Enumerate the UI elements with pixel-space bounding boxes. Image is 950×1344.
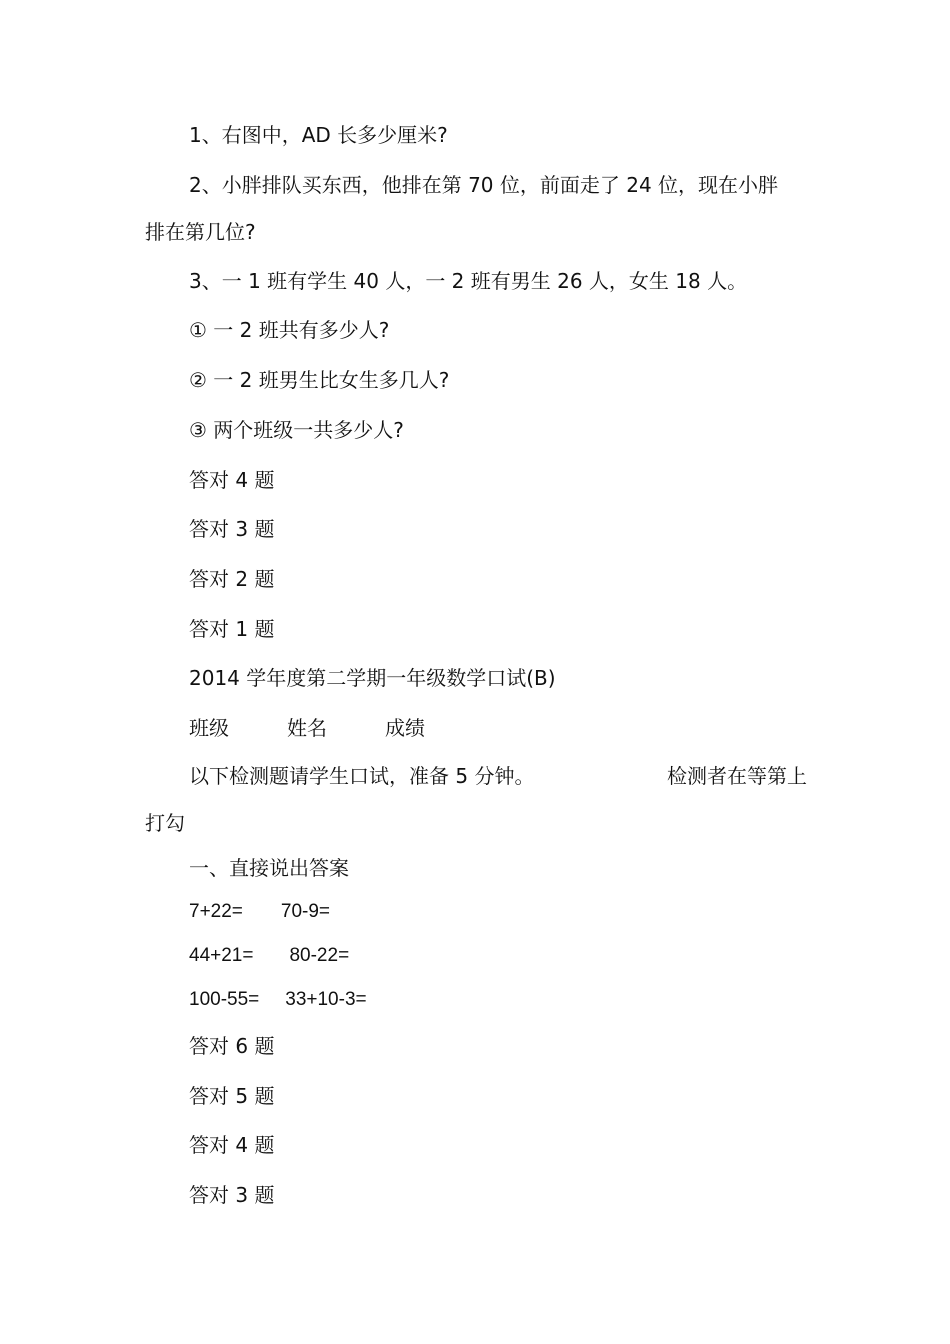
question-3: 3、一 1 班有学生 40 人，一 2 班有男生 26 人，女生 18 人。 <box>189 269 748 293</box>
question-3-sub-3: ③ 两个班级一共多少人? <box>189 418 404 442</box>
instruction-left: 以下检测题请学生口试，准备 5 分钟。 <box>189 764 535 788</box>
problem: 70-9= <box>280 901 331 922</box>
problem-row-2 <box>189 943 349 969</box>
section-1-heading: 一、直接说出答案 <box>189 856 349 880</box>
score-level-a-4: 答对 1 题 <box>189 617 275 641</box>
score-level-a-2: 答对 3 题 <box>189 517 275 541</box>
question-2-line-1: 2、小胖排队买东西，他排在第 70 位，前面走了 24 位，现在小胖 <box>189 173 779 197</box>
problem: 44+21= <box>189 945 254 966</box>
score-level-a-1: 答对 4 题 <box>189 468 275 492</box>
question-3-sub-1: ① 一 2 班共有多少人? <box>189 318 390 342</box>
instruction-right: 检测者在等第上 <box>667 764 807 788</box>
question-1: 1、右图中，AD 长多少厘米? <box>189 123 448 147</box>
score-field-label: 成绩 <box>385 716 425 740</box>
instruction-line-1 <box>189 763 807 789</box>
score-level-b-3: 答对 4 题 <box>189 1133 275 1157</box>
header-fields <box>189 715 425 741</box>
problem-row-1 <box>189 899 330 925</box>
question-2-line-2: 排在第几位? <box>145 220 256 244</box>
problem: 100-55= <box>189 989 260 1010</box>
test-title: 2014 学年度第二学期一年级数学口试(B) <box>189 666 556 690</box>
score-level-a-3: 答对 2 题 <box>189 567 275 591</box>
score-level-b-2: 答对 5 题 <box>189 1084 275 1108</box>
problem: 33+10-3= <box>285 989 367 1010</box>
question-3-sub-2: ② 一 2 班男生比女生多几人? <box>189 368 450 392</box>
problem: 7+22= <box>189 901 243 922</box>
class-field-label: 班级 <box>189 716 229 740</box>
score-level-b-1: 答对 6 题 <box>189 1034 275 1058</box>
instruction-line-2: 打勾 <box>145 811 185 835</box>
problem: 80-22= <box>289 945 350 966</box>
name-field-label: 姓名 <box>287 716 327 740</box>
score-level-b-4: 答对 3 题 <box>189 1183 275 1207</box>
problem-row-3 <box>189 987 367 1013</box>
